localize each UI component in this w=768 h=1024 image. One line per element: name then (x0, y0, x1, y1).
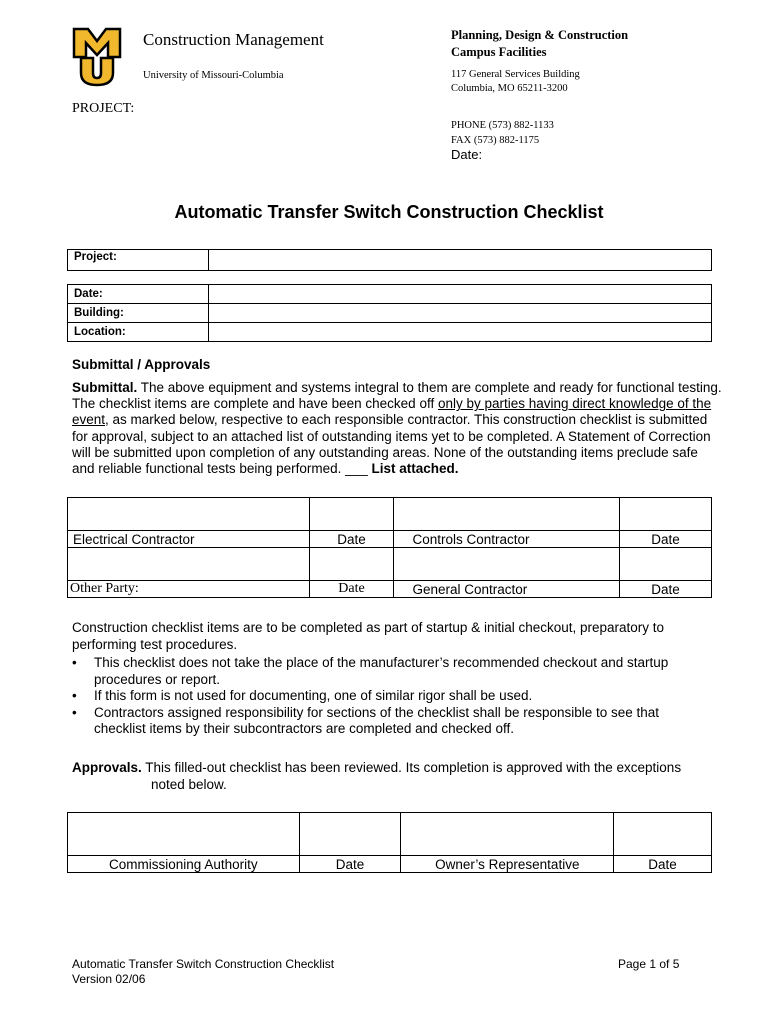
details-info-table (67, 284, 712, 342)
signature-cell[interactable] (309, 548, 394, 581)
other-party-label: Other Party: (68, 581, 310, 598)
approvals-text-1: This filled-out checklist has been reviewed. Its completion is approved with the exceptions (141, 760, 682, 775)
date-label: Date (299, 856, 401, 873)
bullet-icon: • (72, 688, 77, 703)
table-row (68, 581, 712, 598)
commissioning-authority-label: Commissioning Authority (68, 856, 300, 873)
list-item-text: Contractors assigned responsibility for sections of the checklist shall be responsible to see that checklist items by their subcontractors are completed and checked off. (94, 704, 660, 736)
project-info-table (67, 249, 712, 271)
address-line-2: Columbia, MO 65211-3200 (451, 83, 568, 94)
fax-number: FAX (573) 882-1175 (451, 135, 540, 146)
signature-cell[interactable] (394, 498, 620, 531)
list-attached-blank[interactable]: ___ (345, 461, 368, 477)
electrical-contractor-label: Electrical Contractor (68, 531, 310, 548)
signature-cell[interactable] (299, 813, 401, 856)
date-label: Date (620, 531, 712, 548)
instructions-list (72, 655, 712, 738)
signature-cell[interactable] (401, 813, 614, 856)
org-title: Construction Management (143, 30, 324, 49)
submittal-underlined: only by parties having direct knowledge of the event (72, 396, 712, 428)
approvals-text-2: noted below. (151, 776, 227, 792)
approvals-lead: Approvals. (72, 760, 142, 775)
signature-cell[interactable] (68, 813, 300, 856)
project-label: PROJECT: (72, 101, 135, 116)
approvals-paragraph (72, 760, 712, 793)
date-label: Date (620, 581, 712, 598)
table-row (68, 548, 712, 581)
table-row (68, 531, 712, 548)
table-row (68, 323, 712, 342)
field-value-location[interactable] (209, 323, 712, 342)
list-item (72, 655, 712, 688)
list-item-text: This checklist does not take the place of the manufacturer’s recommended checkout and startup procedures or report. (94, 655, 669, 687)
contractor-signature-table (67, 497, 712, 598)
department-subname: Campus Facilities (451, 45, 547, 59)
department-name: Planning, Design & Construction (451, 28, 629, 42)
controls-contractor-label: Controls Contractor (394, 531, 620, 548)
submittal-text-1: The above equipment and systems integral to them are complete and ready for functional testing. The checklist items are complete and have been checked off (72, 380, 722, 412)
footer-title: Automatic Transfer Switch Construction Checklist (72, 957, 335, 971)
address-line-1: 117 General Services Building (451, 69, 580, 80)
submittal-lead: Submittal. (72, 380, 138, 395)
startup-paragraph: Construction checklist items are to be completed as part of startup & initial checkout, preparatory to performing test procedures. (72, 620, 665, 652)
signature-cell[interactable] (614, 813, 712, 856)
signature-cell[interactable] (394, 548, 620, 581)
signature-cell[interactable] (68, 548, 310, 581)
header-date-label: Date: (451, 147, 483, 162)
bullet-icon: • (72, 704, 77, 720)
list-item (72, 705, 712, 738)
table-row (68, 856, 712, 873)
owners-representative-label: Owner’s Representative (401, 856, 614, 873)
signature-cell[interactable] (620, 498, 712, 531)
signature-cell[interactable] (620, 548, 712, 581)
field-label-date: Date: (68, 285, 209, 304)
date-label: Date (614, 856, 712, 873)
org-subtitle: University of Missouri-Columbia (143, 70, 284, 81)
general-contractor-label: General Contractor (394, 581, 620, 598)
submittal-heading: Submittal / Approvals (72, 357, 211, 372)
table-row (68, 304, 712, 323)
mu-logo-icon (72, 27, 122, 87)
date-label: Date (309, 531, 394, 548)
submittal-paragraph (72, 380, 722, 477)
field-label-project: Project: (68, 250, 209, 271)
signature-cell[interactable] (309, 498, 394, 531)
list-item-text: If this form is not used for documenting, one of similar rigor shall be used. (94, 688, 533, 703)
university-logo (72, 27, 122, 87)
page-number: Page 1 of 5 (618, 957, 680, 971)
submittal-text-2: , as marked below, respective to each responsible contractor. This construction checklist is submitted for approval, subject to an attached list of outstanding items yet to be completed. A Statement of Correction will be submitted upon completion of any outstanding areas. None of the outstanding items preclude safe and reliable functional tests being performed. (72, 412, 711, 477)
phone-number: PHONE (573) 882-1133 (451, 120, 554, 131)
bullet-icon: • (72, 655, 77, 670)
field-value-date[interactable] (209, 285, 712, 304)
field-value-project[interactable] (209, 250, 712, 271)
table-row (68, 498, 712, 531)
list-attached-label: List attached. (367, 461, 459, 477)
table-row (68, 250, 712, 271)
document-title: Automatic Transfer Switch Construction Checklist (174, 202, 604, 222)
approval-signature-table (67, 812, 712, 873)
date-label: Date (309, 581, 394, 598)
field-label-building: Building: (68, 304, 209, 323)
field-label-location: Location: (68, 323, 209, 342)
table-row (68, 813, 712, 856)
list-item (72, 688, 712, 705)
table-row (68, 285, 712, 304)
footer-version: Version 02/06 (72, 972, 146, 986)
field-value-building[interactable] (209, 304, 712, 323)
signature-cell[interactable] (68, 498, 310, 531)
